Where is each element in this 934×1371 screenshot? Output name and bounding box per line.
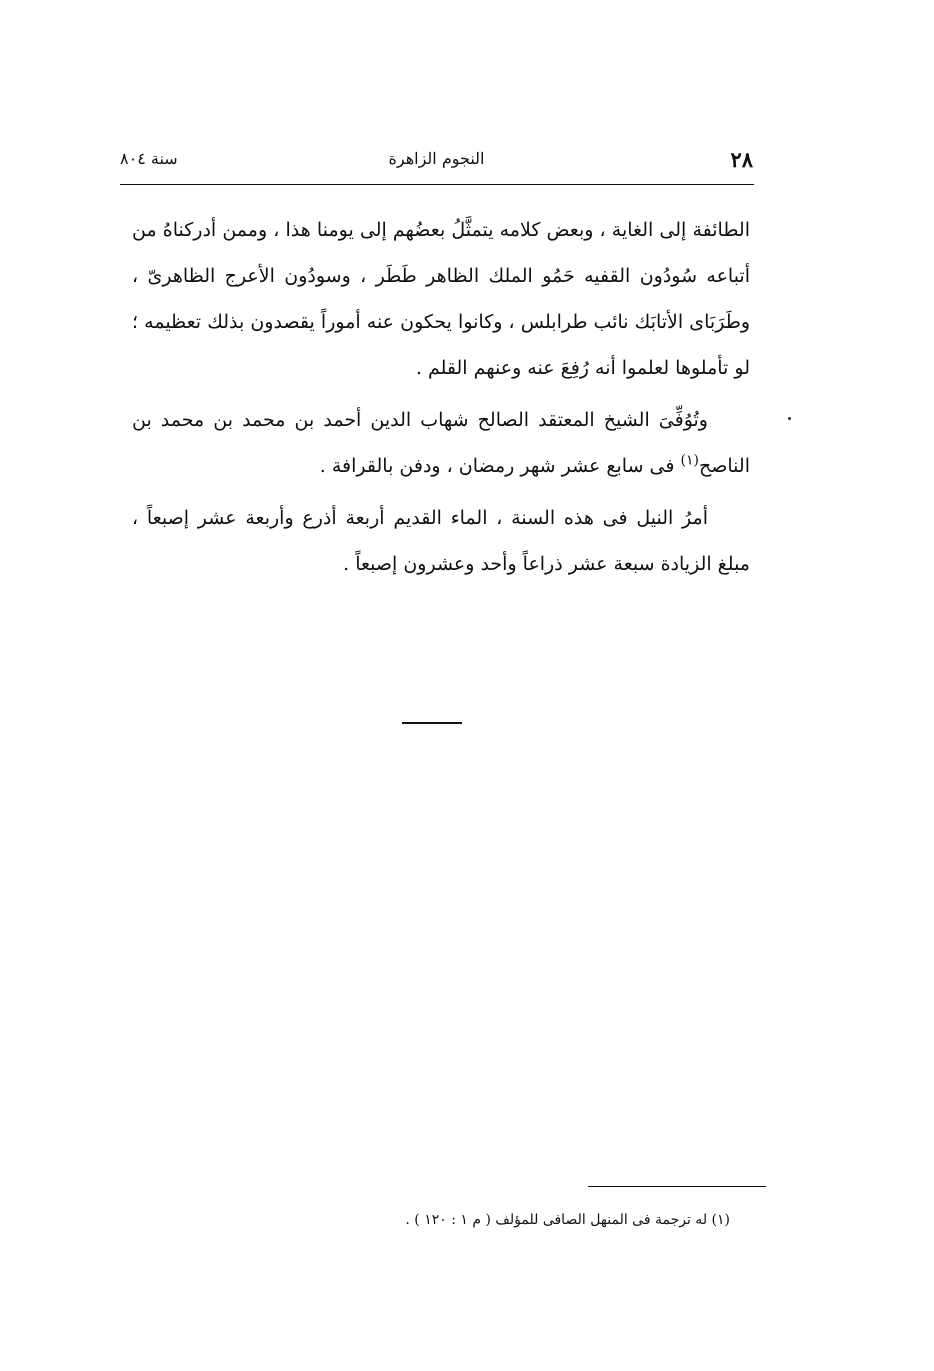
paragraph-nile: أمرُ النيل فى هذه السنة ، الماء القديم أربعة أذرع وأربعة عشر إصبعاً ، مبلغ الزيادة سبعة عشر ذراعاً وأحد وعشرون إصبعاً .	[132, 507, 750, 575]
running-head	[120, 145, 753, 179]
footnote: (١) له ترجمة فى المنهل الصافى للمؤلف ( م ١ : ١٢٠ ) .	[405, 1212, 730, 1228]
obituary-text: وتُوُفِّىَ الشيخ المعتقد الصالح شهاب الدين أحمد بن محمد بن محمد بن الناصح	[132, 409, 750, 477]
section-end-rule	[402, 722, 462, 724]
paragraph-obituary	[132, 397, 750, 489]
obituary-burial-text: فى سابع عشر شهر رمضان ، ودفن بالقرافة .	[319, 455, 675, 477]
scan-speck	[788, 417, 791, 420]
year-label: سنة ٨٠٤	[120, 149, 178, 168]
body-text	[132, 207, 750, 593]
header-rule	[120, 184, 754, 185]
page-number: ٢٨	[730, 147, 753, 172]
paragraph-continuation: الطائفة إلى الغاية ، وبعض كلامه يتمثَّلُ بعضُهم إلى يومنا هذا ، وممن أدركناهُ من أتباعه سُودُون القفيه حَمُو الملك الظاهر طَطَر ، وسودُون الأعرج الظاهرىّ ، وطَرَبَاى الأتابَك نائب طرابلس ، وكانوا يحكون عنه أموراً يقصدون بذلك تعظيمه ؛ لو تأملوها لعلموا أنه رُفِعَ عنه وعنهم القلم .	[132, 219, 750, 379]
footnote-marker: (١)	[680, 452, 699, 469]
book-title: النجوم الزاهرة	[388, 149, 485, 168]
footnote-rule	[588, 1186, 766, 1187]
